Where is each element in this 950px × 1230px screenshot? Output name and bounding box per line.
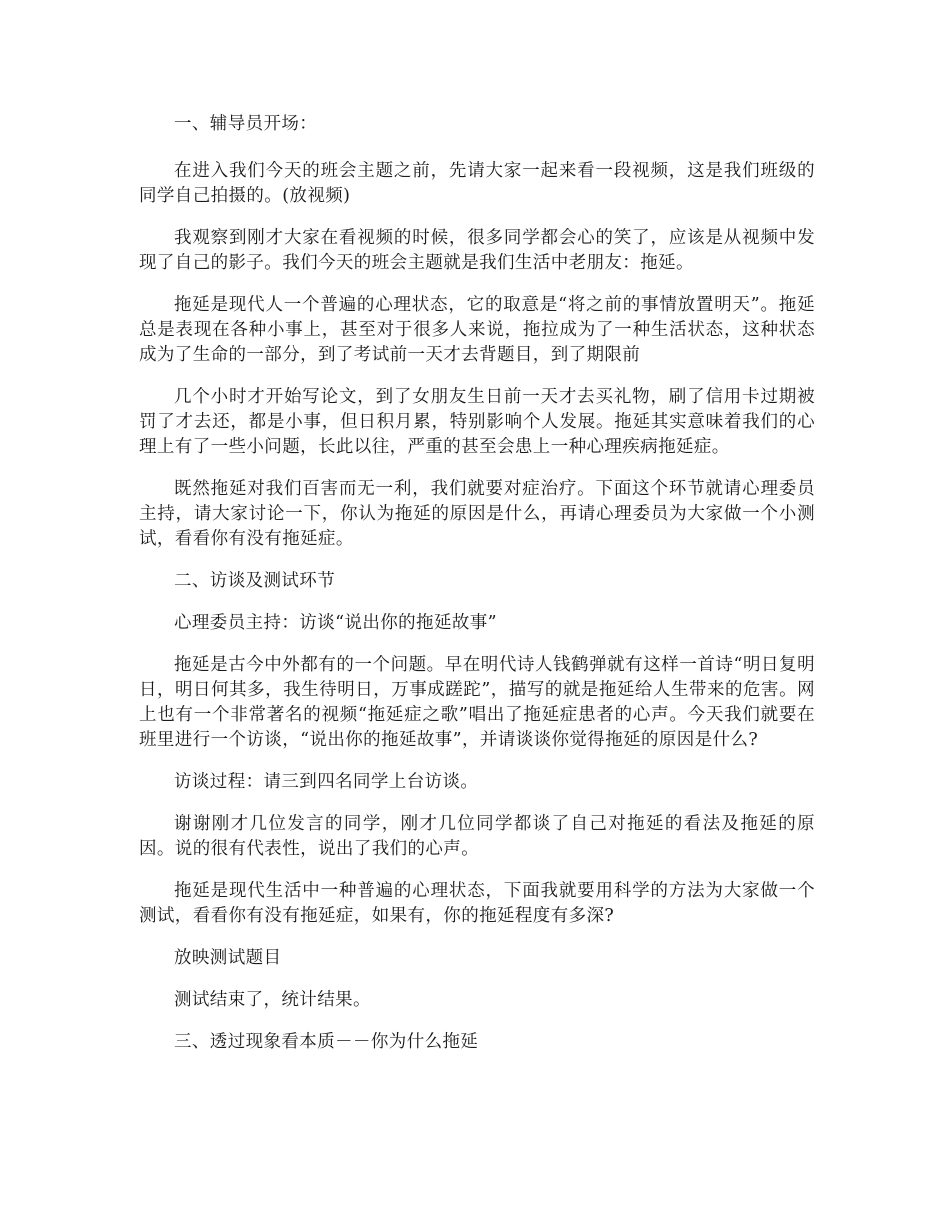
paragraph: 测试结束了，统计结果。 bbox=[174, 990, 371, 1010]
paragraph: 在进入我们今天的班会主题之前，先请大家一起来看一段视频，这是我们班级的同学自己拍摄的。(放视频) bbox=[139, 161, 815, 206]
section-heading-1: 一、辅导员开场： bbox=[174, 114, 318, 134]
paragraph: 心理委员主持：访谈“说出你的拖延故事” bbox=[174, 613, 497, 633]
paragraph: 拖延是古今中外都有的一个问题。早在明代诗人钱鹤弹就有这样一首诗“明日复明日，明日何其多，我生待明日，万事成蹉跎”，描写的就是拖延给人生带来的危害。网上也有一个非常著名的视频“拖延症之歌”唱出了拖延症患者的心声。今天我们就要在班里进行一个访谈，“说出你的拖延故事”，并请谈谈你觉得拖延的原因是什么? bbox=[139, 655, 815, 750]
paragraph: 几个小时才开始写论文，到了女朋友生日前一天才去买礼物，刷了信用卡过期被罚了才去还，都是小事，但日积月累，特别影响个人发展。拖延其实意味着我们的心理上有了一些小问题，长此以往，严重的甚至会患上一种心理疾病拖延症。 bbox=[139, 387, 815, 457]
paragraph: 放映测试题目 bbox=[174, 948, 282, 968]
paragraph: 谢谢刚才几位发言的同学，刚才几位同学都谈了自己对拖延的看法及拖延的原因。说的很有代表性，说出了我们的心声。 bbox=[139, 814, 815, 859]
section-heading-2: 二、访谈及测试环节 bbox=[174, 571, 336, 591]
paragraph: 我观察到刚才大家在看视频的时候，很多同学都会心的笑了，应该是从视频中发现了自己的影子。我们今天的班会主题就是我们生活中老朋友：拖延。 bbox=[139, 228, 815, 273]
paragraph: 既然拖延对我们百害而无一利，我们就要对症治疗。下面这个环节就请心理委员主持，请大家讨论一下，你认为拖延的原因是什么，再请心理委员为大家做一个小测试，看看你有没有拖延症。 bbox=[139, 479, 815, 549]
paragraph: 拖延是现代生活中一种普遍的心理状态，下面我就要用科学的方法为大家做一个测试，看看你有没有拖延症，如果有，你的拖延程度有多深? bbox=[139, 881, 815, 926]
paragraph: 拖延是现代人一个普遍的心理状态，它的取意是“将之前的事情放置明天”。拖延总是表现在各种小事上，甚至对于很多人来说，拖拉成为了一种生活状态，这种状态成为了生命的一部分，到了考试前一天才去背题目，到了期限前 bbox=[139, 295, 815, 365]
document-body bbox=[139, 112, 815, 1072]
section-heading-3: 三、透过现象看本质－－你为什么拖延 bbox=[174, 1032, 479, 1052]
paragraph: 访谈过程：请三到四名同学上台访谈。 bbox=[174, 772, 479, 792]
